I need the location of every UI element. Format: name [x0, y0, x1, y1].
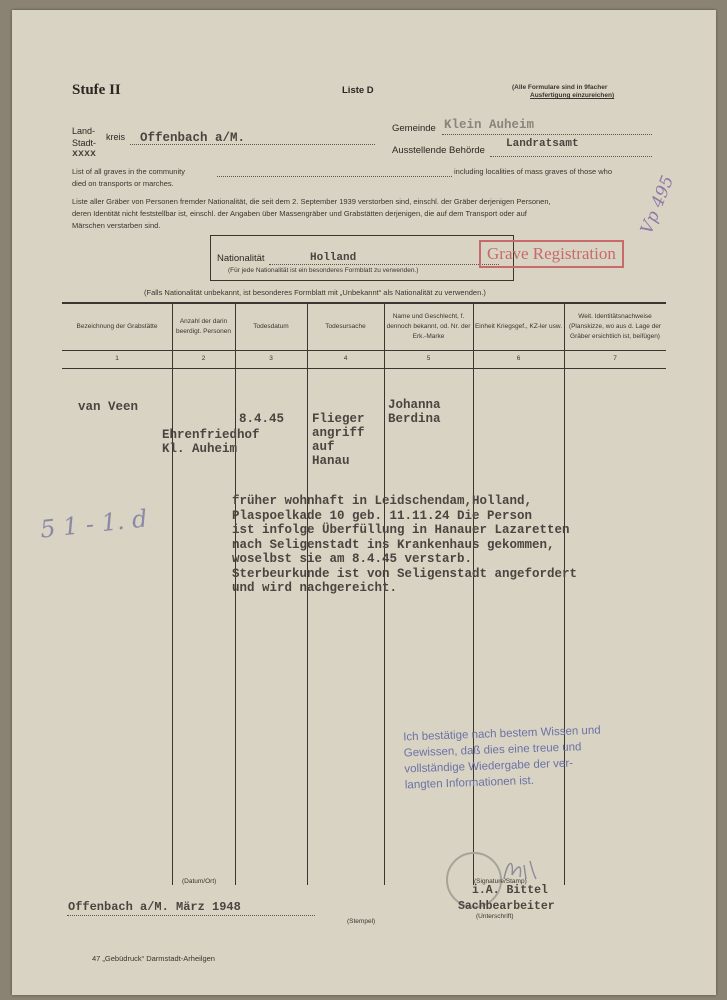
nationality-value: Holland	[310, 252, 357, 264]
intro-german-3: Märschen verstarben sind.	[72, 221, 161, 230]
table-header-rule	[62, 350, 666, 351]
remarks-line: nach Seligenstadt ins Krankenhaus gekommen,	[232, 537, 555, 552]
pencil-margin-note: 5 1 - 1. d	[38, 504, 149, 544]
entry-grave-1: Ehrenfriedhof	[162, 428, 260, 442]
intro-english-1: List of all graves in the community	[72, 167, 185, 176]
unterschrift-label: (Unterschrift)	[476, 913, 514, 920]
liste-heading: Liste D	[342, 85, 374, 96]
column-number-7: 7	[613, 355, 617, 362]
place-date-rule	[67, 915, 315, 916]
signer-line-2: Sachbearbeiter	[458, 900, 555, 913]
intro-english-1b: including localities of mass graves of those who	[454, 167, 612, 176]
column-header-3: Todesdatum	[253, 323, 289, 330]
stadt-strikethrough: xxxx	[72, 149, 97, 160]
column-header-5: Name und Geschlecht, f. dennoch bekannt, od. Nr. der Erk.-Marke	[386, 313, 471, 340]
remarks-line: woselbst sie am 8.4.45 verstarb.	[232, 552, 473, 566]
certification-stamp	[403, 723, 603, 794]
certification-line: Gewissen, daß dies eine treue und	[403, 741, 582, 760]
unknown-nationality-note: (Falls Nationalität unbekannt, ist besonderes Formblatt mit „Unbekannt“ als Nationalität zu verwenden.)	[144, 288, 486, 297]
pencil-note-top: Vp 495	[636, 172, 679, 238]
entry-grave-2: Kl. Auheim	[162, 442, 238, 456]
behoerde-value: Landratsamt	[506, 138, 579, 150]
entry-name-1: Johanna	[388, 398, 441, 412]
kreis-value: Offenbach a/M.	[140, 131, 246, 145]
remarks-line: ist infolge Überfüllung in Hanauer Lazaretten	[232, 523, 570, 537]
entry-cause-1: Flieger	[312, 412, 365, 426]
stempel-label: (Stempel)	[347, 918, 376, 925]
certification-line: langten Informationen ist.	[404, 774, 535, 792]
certification-line: Ich bestätige nach bestem Wissen und	[403, 724, 601, 744]
column-header-7: Weit. Identitätsnachweise (Planskizze, wo aus d. Lage der Gräber ersichtlich ist, beifügen)	[568, 313, 662, 340]
column-header-2: Anzahl der darin beerdigt. Personen	[176, 318, 231, 335]
entry-date: 8.4.45	[239, 412, 285, 426]
place-date: Offenbach a/M. März 1948	[68, 900, 241, 914]
remarks-line: Plaspoelkade 10 geb. 11.11.24 Die Person	[232, 508, 533, 523]
column-number-2: 2	[201, 355, 206, 362]
gemeinde-label: Gemeinde	[392, 123, 436, 134]
column-number-5: 5	[426, 355, 431, 362]
remarks-line: und wird nachgereicht.	[232, 581, 398, 595]
entry-cause-2: angriff	[312, 426, 365, 440]
certification-line: vollständige Wiedergabe der ver-	[404, 757, 574, 776]
column-header-4: Todesursache	[325, 323, 366, 330]
datum-label: (Datum/Ort)	[182, 878, 217, 885]
gemeinde-rule	[442, 134, 652, 135]
column-number-1: 1	[115, 355, 119, 362]
column-number-3: 3	[269, 355, 273, 362]
remarks-block	[232, 494, 577, 596]
signer-line-1: i.A. Bittel	[472, 884, 548, 897]
remarks-line: früher wohnhaft in Leidschendam,Holland,	[232, 494, 533, 508]
printer-imprint: 47 „Gebüdruck“ Darmstadt-Arheilgen	[92, 954, 215, 963]
remarks-line: Sterbeurkunde ist von Seligenstadt angefordert	[232, 566, 578, 581]
note-line-2: Ausfertigung einzureichen)	[530, 92, 615, 99]
nationality-label: Nationalität	[217, 253, 265, 264]
note-line-1: (Alle Formulare sind in 9facher	[512, 84, 608, 91]
entry-cause-4: Hanau	[312, 454, 350, 468]
nationality-rule	[269, 264, 499, 265]
intro-german-1: Liste aller Gräber von Personen fremder Nationalität, die seit dem 2. September 1939 verstorben sind, einschl. der Gräber derjenigen Personen,	[72, 197, 551, 206]
nationality-subnote: (Für jede Nationalität ist ein besonderes Formblatt zu verwenden.)	[228, 267, 419, 274]
intro-english-2: died on transports or marches.	[72, 179, 174, 188]
behoerde-label: Ausstellende Behörde	[392, 145, 485, 156]
entry-surname: van Veen	[78, 400, 139, 414]
table-number-rule	[62, 368, 666, 369]
gemeinde-value: Klein Auheim	[444, 118, 535, 132]
stufe-heading: Stufe II	[72, 82, 121, 98]
behoerde-rule	[490, 156, 652, 157]
entry-cause-3: auf	[312, 440, 335, 454]
stadt-label: Stadt-	[72, 138, 97, 148]
entry-name-2: Berdina	[388, 412, 441, 426]
signature-label: (Signature/Stamp)	[474, 878, 527, 885]
column-number-4: 4	[343, 355, 348, 362]
table-top-rule	[62, 302, 666, 304]
form-sheet	[12, 10, 716, 995]
column-header-6: Einheit Kriegsgef., KZ-ler usw.	[474, 323, 563, 330]
kreis-rule	[130, 144, 375, 145]
kreis-label: kreis	[106, 132, 126, 142]
column-header-1: Bezeichnung der Grabstätte	[76, 323, 158, 330]
col-divider-1	[172, 302, 173, 885]
intro-german-2: deren Identität nicht feststellbar ist, einschl. der Angaben über Massengräber und Grabstätten derjenigen, die auf dem Transport oder auf	[72, 209, 527, 218]
intro-rule	[217, 176, 452, 177]
land-label: Land-	[72, 126, 96, 136]
column-number-6: 6	[516, 355, 521, 362]
grave-registration-stamp: Grave Registration	[479, 240, 624, 268]
